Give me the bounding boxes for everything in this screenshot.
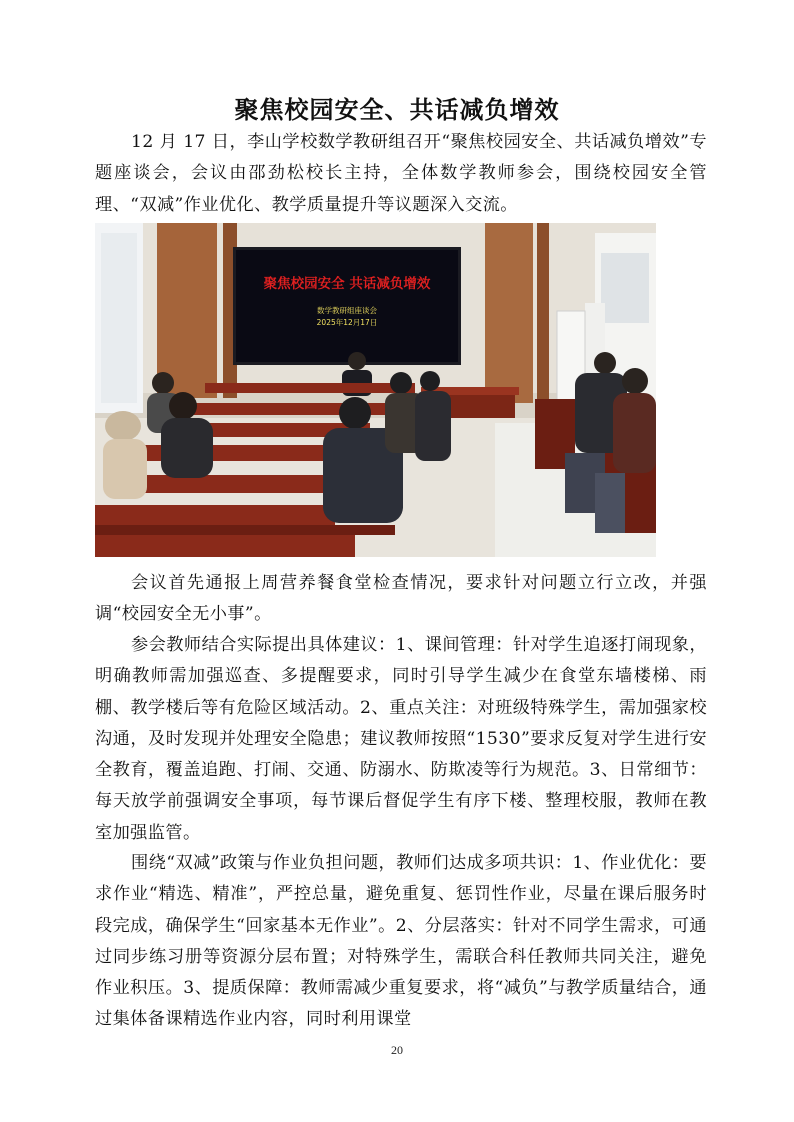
paragraph-intro: 12 月 17 日，李山学校数学教研组召开“聚焦校园安全、共话减负增效”专题座谈会，会议由邵劲松校长主持，全体数学教师参会，围绕校园安全管理、“双减”作业优化、教学质量提升等议题深入交流。 xyxy=(95,132,707,215)
paragraph-double-reduction: 围绕“双减”政策与作业负担问题，教师们达成多项共识：1、作业优化：要求作业“精选、精准”，严控总量，避免重复、惩罚性作业，尽量在课后服务时段完成，确保学生“回家基本无作业”。2、分层落实：针对不同学生需求，可通过同步练习册等资源分层布置；对特殊学生，需联合科任教师共同关注，避免作业积压。3、提质保障：教师需减少重复要求，将“减负”与教学质量结合，通过集体备课精选作业内容，同时利用课堂 xyxy=(95,853,707,1030)
page-number: 20 xyxy=(391,1043,403,1057)
meeting-photo xyxy=(95,223,656,557)
page-title: 聚焦校园安全、共话减负增效 xyxy=(234,96,560,124)
paragraph-suggestions: 参会教师结合实际提出具体建议：1、课间管理：针对学生追逐打闹现象，明确教师需加强巡查、多提醒要求，同时引导学生减少在食堂东墙楼梯、雨棚、教学楼后等有危险区域活动。2、重点关注：对班级特殊学生，需加强家校沟通，及时发现并处理安全隐患；建议教师按照“1530”要求反复对学生进行安全教育，覆盖追跑、打闹、交通、防溺水、防欺凌等行为规范。3、日常细节：每天放学前强调安全事项，每节课后督促学生有序下楼、整理校服，教师在教室加强监管。 xyxy=(95,635,707,843)
paragraph-canteen: 会议首先通报上周营养餐食堂检查情况，要求针对问题立行立改，并强调“校园安全无小事”。 xyxy=(95,573,707,625)
screen-title: 聚焦校园安全 共话减负增效 xyxy=(263,276,431,292)
screen-subtitle: 数学教研组座谈会 xyxy=(317,306,377,315)
screen-date: 2025年12月17日 xyxy=(316,318,378,327)
